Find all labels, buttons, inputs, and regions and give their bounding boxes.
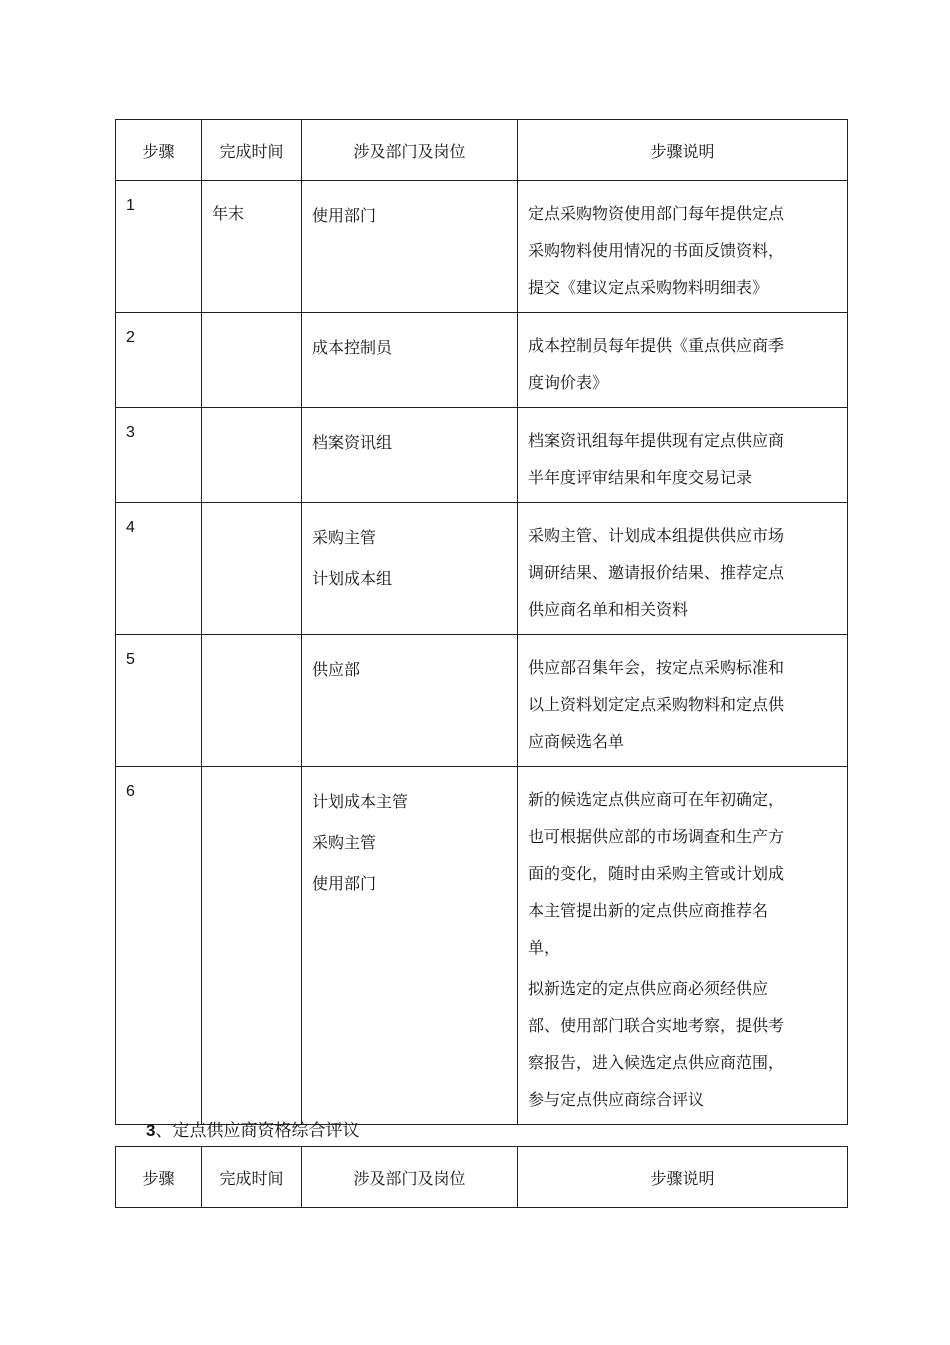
desc-cell xyxy=(518,181,848,313)
dept-name: 计划成本组 xyxy=(312,569,393,588)
dept-name: 采购主管 xyxy=(312,833,377,852)
desc-paragraph xyxy=(528,517,837,628)
desc-line: 新的候选定点供应商可在年初确定， xyxy=(528,790,785,809)
desc-line: 察报告，进入候选定点供应商范围， xyxy=(528,1053,785,1072)
step-number: 4 xyxy=(126,519,135,536)
table-row xyxy=(116,408,848,503)
table-row xyxy=(116,767,848,1125)
table-row xyxy=(116,181,848,313)
desc-line: 拟新选定的定点供应商必须经供应 xyxy=(528,979,769,998)
time-cell xyxy=(202,635,302,767)
dept-name: 供应部 xyxy=(312,660,361,679)
step-number: 6 xyxy=(126,783,135,800)
procedure-table-2 xyxy=(115,1146,848,1208)
header-dept: 涉及部门及岗位 xyxy=(302,120,518,181)
step-number: 3 xyxy=(126,424,135,441)
desc-line: 本主管提出新的定点供应商推荐名 xyxy=(528,901,769,920)
step-cell xyxy=(116,408,202,503)
header-time: 完成时间 xyxy=(202,1147,302,1208)
desc-cell xyxy=(518,408,848,503)
dept-name: 计划成本主管 xyxy=(312,792,409,811)
time-cell xyxy=(202,408,302,503)
completion-time: 年末 xyxy=(212,204,245,223)
step-cell xyxy=(116,635,202,767)
desc-paragraph xyxy=(528,781,837,966)
table-header-row xyxy=(116,120,848,181)
desc-line: 度询价表》 xyxy=(528,373,609,392)
desc-line: 参与定点供应商综合评议 xyxy=(528,1090,705,1109)
header-desc: 步骤说明 xyxy=(518,120,848,181)
desc-line: 应商候选名单 xyxy=(528,732,625,751)
header-step: 步骤 xyxy=(116,120,202,181)
desc-line: 也可根据供应部的市场调查和生产方 xyxy=(528,827,785,846)
desc-line: 采购主管、计划成本组提供供应市场 xyxy=(528,526,785,545)
dept-name: 采购主管 xyxy=(312,528,377,547)
desc-line: 成本控制员每年提供《重点供应商季 xyxy=(528,336,785,355)
desc-line: 采购物料使用情况的书面反馈资料， xyxy=(528,241,785,260)
desc-line: 以上资料划定定点采购物料和定点供 xyxy=(528,695,785,714)
step-cell xyxy=(116,767,202,1125)
desc-paragraph xyxy=(528,195,837,306)
step-cell xyxy=(116,313,202,408)
table-row xyxy=(116,503,848,635)
desc-line: 定点采购物资使用部门每年提供定点 xyxy=(528,204,785,223)
dept-cell xyxy=(302,635,518,767)
desc-cell xyxy=(518,313,848,408)
step-cell xyxy=(116,181,202,313)
table-row xyxy=(116,313,848,408)
desc-line: 部、使用部门联合实地考察，提供考 xyxy=(528,1016,785,1035)
desc-line: 档案资讯组每年提供现有定点供应商 xyxy=(528,431,785,450)
procedure-table-1 xyxy=(115,119,848,1125)
desc-line: 半年度评审结果和年度交易记录 xyxy=(528,468,753,487)
dept-cell xyxy=(302,181,518,313)
desc-cell xyxy=(518,503,848,635)
section-number: 3 xyxy=(146,1121,156,1140)
desc-line: 面的变化，随时由采购主管或计划成 xyxy=(528,864,785,883)
dept-name: 使用部门 xyxy=(312,206,377,225)
desc-paragraph xyxy=(528,422,837,496)
dept-name: 使用部门 xyxy=(312,874,377,893)
step-number: 2 xyxy=(126,329,135,346)
header-time: 完成时间 xyxy=(202,120,302,181)
dept-cell xyxy=(302,767,518,1125)
desc-cell xyxy=(518,767,848,1125)
desc-line: 供应部召集年会，按定点采购标准和 xyxy=(528,658,785,677)
desc-line: 供应商名单和相关资料 xyxy=(528,600,689,619)
header-dept: 涉及部门及岗位 xyxy=(302,1147,518,1208)
header-step: 步骤 xyxy=(116,1147,202,1208)
step-number: 5 xyxy=(126,651,135,668)
table-header-row xyxy=(116,1147,848,1208)
desc-paragraph xyxy=(528,649,837,760)
time-cell xyxy=(202,503,302,635)
dept-cell xyxy=(302,503,518,635)
desc-cell xyxy=(518,635,848,767)
desc-line: 调研结果、邀请报价结果、推荐定点 xyxy=(528,563,785,582)
dept-name: 档案资讯组 xyxy=(312,433,393,452)
dept-cell xyxy=(302,408,518,503)
desc-paragraph xyxy=(528,327,837,401)
time-cell xyxy=(202,181,302,313)
section-heading xyxy=(146,1116,359,1141)
dept-name: 成本控制员 xyxy=(312,338,393,357)
time-cell xyxy=(202,313,302,408)
desc-paragraph xyxy=(528,970,837,1118)
time-cell xyxy=(202,767,302,1125)
dept-cell xyxy=(302,313,518,408)
step-cell xyxy=(116,503,202,635)
desc-line: 单， xyxy=(528,938,561,957)
header-desc: 步骤说明 xyxy=(518,1147,848,1208)
desc-line: 提交《建议定点采购物料明细表》 xyxy=(528,278,769,297)
step-number: 1 xyxy=(126,197,135,214)
table-row xyxy=(116,635,848,767)
section-title: 、定点供应商资格综合评议 xyxy=(155,1121,360,1141)
